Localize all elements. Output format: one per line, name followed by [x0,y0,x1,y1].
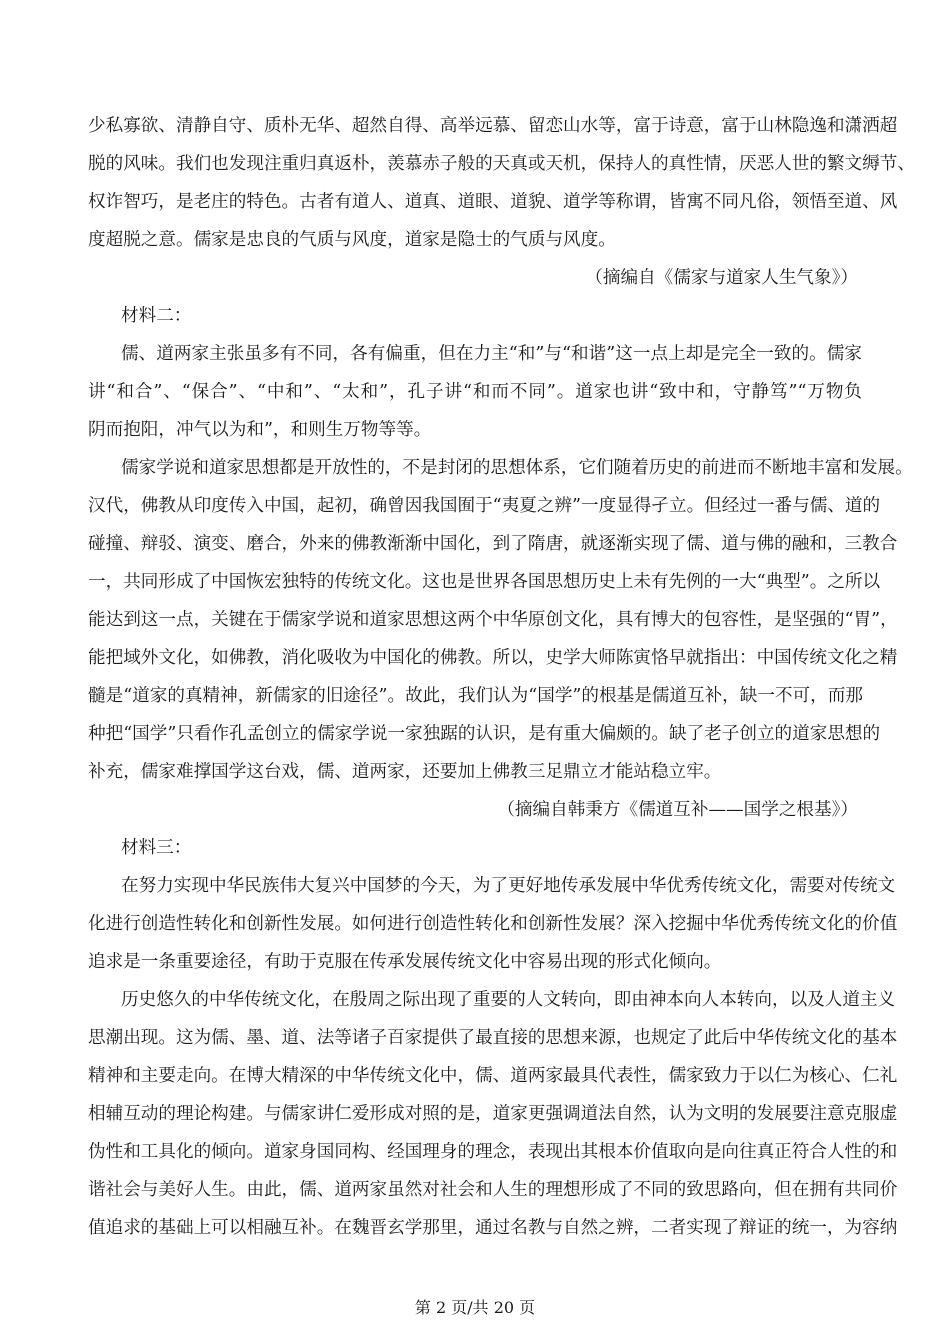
source-citation: （摘编自《儒家与道家人生气象》） [585,268,858,288]
text-line: 儒家学说和道家思想都是开放性的，不是封闭的思想体系，它们随着历史的前进而不断地丰富和发展。 [121,458,913,478]
text-line: 能达到这一点，关键在于儒家学说和道家思想这两个中华原创文化，具有博大的包容性，是坚强的“胃”， [88,610,898,630]
text-line: 能把域外文化，如佛教，消化吸收为中国化的佛教。所以，史学大师陈寅恪早就指出：中国传统文化之精 [88,648,898,668]
material-heading: 材料三： [121,838,192,858]
text-line: 化进行创造性转化和创新性发展。如何进行创造性转化和创新性发展？深入挖掘中华优秀传统文化的价值 [88,914,898,934]
text-line: 汉代，佛教从印度传入中国，起初，确曾因我国囿于“夷夏之辨”一度显得孑立。但经过一番与儒、道的 [88,496,881,516]
text-line: 少私寡欲、清静自守、质朴无华、超然自得、高举远慕、留恋山水等，富于诗意，富于山林隐逸和潇洒超 [88,116,898,136]
text-line: 权诈智巧，是老庄的特色。古者有道人、道真、道眼、道貌、道学等称谓，皆寓不同凡俗，领悟至道、风 [88,192,898,212]
text-line: 追求是一条重要途径，有助于克服在传承发展传统文化中容易出现的形式化倾向。 [88,952,722,972]
text-line: 髓是“道家的真精神，新儒家的旧途径”。故此，我们认为“国学”的根基是儒道互补，缺一不可，而那 [88,686,863,706]
text-line: 碰撞、辩驳、演变、磨合，外来的佛教渐渐中国化，到了隋唐，就逐渐实现了儒、道与佛的融和，三教合 [88,534,898,554]
text-line: 种把“国学”只看作孔孟创立的儒家学说一家独踞的认识，是有重大偏颇的。缺了老子创立的道家思想的 [88,724,881,744]
text-line: 脱的风味。我们也发现注重归真返朴，羡慕赤子般的天真或天机，保持人的真性情，厌恶人世的繁文缛节、 [88,154,915,174]
text-line: 谐社会与美好人生。由此，儒、道两家虽然对社会和人生的理想形成了不同的致思路向，但在拥有共同价 [88,1180,898,1200]
page-number: 第 2 页/共 20 页 [414,1298,536,1317]
text-line: 思潮出现。这为儒、墨、道、法等诸子百家提供了最直接的思想来源，也规定了此后中华传统文化的基本 [88,1028,898,1048]
text-line: 相辅互动的理论构建。与儒家讲仁爱形成对照的是，道家更强调道法自然，认为文明的发展要注意克服虚 [88,1104,898,1124]
text-line: 伪性和工具化的倾向。道家身国同构、经国理身的理念，表现出其根本价值取向是向往真正符合人性的和 [88,1142,898,1162]
text-line: 在努力实现中华民族伟大复兴中国梦的今天，为了更好地传承发展中华优秀传统文化，需要对传统文 [121,876,896,896]
text-line: 值追求的基础上可以相融互补。在魏晋玄学那里，通过名教与自然之辨，二者实现了辩证的统一，为容纳 [88,1218,898,1238]
text-line: 度超脱之意。儒家是忠良的气质与风度，道家是隐士的气质与风度。 [88,230,616,250]
text-line: 阴而抱阳，冲气以为和”，和则生万物等等。 [88,420,432,440]
text-line: 一，共同形成了中国恢宏独特的传统文化。这也是世界各国思想历史上未有先例的一大“典型”。之所以 [88,572,881,592]
text-line: 儒、道两家主张虽多有不同，各有偏重，但在力主“和”与“和谐”这一点上却是完全一致的。儒家 [121,344,862,364]
text-line: 精神和主要走向。在博大精深的中华传统文化中，儒、道两家最具代表性，儒家致力于以仁为核心、仁礼 [88,1066,898,1086]
source-citation: （摘编自韩秉方《儒道互补——国学之根基》） [497,800,858,820]
material-heading: 材料二： [121,306,192,326]
text-line: 历史悠久的中华传统文化，在殷周之际出现了重要的人文转向，即由神本向人本转向，以及人道主义 [121,990,896,1010]
text-line: 补充，儒家难撑国学这台戏，儒、道两家，还要加上佛教三足鼎立才能站稳立牢。 [88,762,722,782]
text-line: 讲“和合”、“保合”、“中和”、“太和”，孔子讲“和而不同”。道家也讲“致中和，守静笃”“万物负 [88,382,862,402]
